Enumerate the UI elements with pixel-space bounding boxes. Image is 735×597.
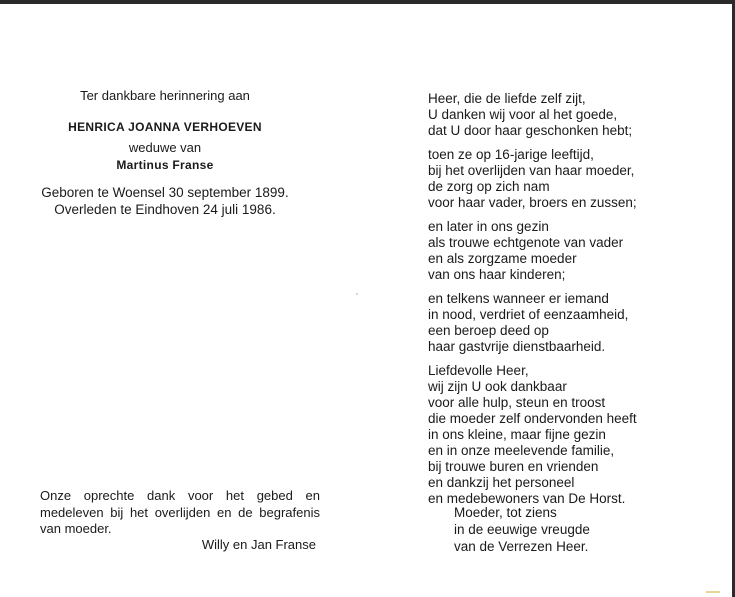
- poem-line: Liefdevolle Heer,: [428, 363, 529, 378]
- poem-line: van ons haar kinderen;: [428, 267, 566, 282]
- farewell: [454, 504, 654, 555]
- signature: Willy en Jan Franse: [201, 537, 316, 552]
- poem-stanza: [428, 363, 718, 507]
- poem-stanza: [428, 147, 718, 211]
- poem-line: wij zijn U ook dankbaar: [428, 379, 567, 394]
- poem-line: voor alle hulp, steun en troost: [428, 395, 606, 410]
- spouse-name: Martinus Franse: [116, 158, 214, 172]
- poem-line: en telkens wanneer er iemand: [428, 291, 609, 306]
- poem-stanza: [428, 219, 718, 283]
- died-line: Overleden te Eindhoven 24 juli 1986.: [54, 202, 276, 217]
- poem-line: Heer, die de liefde zelf zijt,: [428, 91, 586, 106]
- poem-line: een beroep deed op: [428, 323, 549, 338]
- farewell-line: van de Verrezen Heer.: [454, 539, 589, 554]
- scan-mark: [706, 591, 720, 593]
- poem-line: bij het overlijden van haar moeder,: [428, 163, 635, 178]
- intro-line: Ter dankbare herinnering aan: [80, 88, 250, 103]
- poem-stanza: [428, 291, 718, 355]
- poem: [428, 91, 718, 515]
- thanks-paragraph: Onze oprechte dank voor het gebed en medeleven bij het overlijden en de begrafenis van moeder.: [40, 488, 320, 536]
- poem-line: als trouwe echtgenote van vader: [428, 235, 624, 250]
- farewell-line: Moeder, tot ziens: [454, 505, 557, 520]
- deceased-name: HENRICA JOANNA VERHOEVEN: [68, 120, 262, 134]
- poem-line: en in onze meelevende familie,: [428, 443, 615, 458]
- widow-of-line: weduwe van: [128, 140, 202, 155]
- poem-line: en medebewoners van De Horst.: [428, 491, 626, 506]
- poem-line: toen ze op 16-jarige leeftijd,: [428, 147, 594, 162]
- poem-line: U danken wij voor al het goede,: [428, 107, 618, 122]
- scan-speck: [356, 293, 358, 295]
- poem-line: de zorg op zich nam: [428, 179, 550, 194]
- poem-line: haar gastvrije dienstbaarheid.: [428, 339, 606, 354]
- poem-line: in ons kleine, maar fijne gezin: [428, 427, 606, 442]
- memorial-card: [0, 4, 732, 597]
- life-dates: [0, 184, 330, 218]
- poem-line: en dankzij het personeel: [428, 475, 575, 490]
- poem-line: die moeder zelf ondervonden heeft: [428, 411, 637, 426]
- poem-line: en later in ons gezin: [428, 219, 549, 234]
- poem-line: in nood, verdriet of eenzaamheid,: [428, 307, 629, 322]
- poem-line: voor haar vader, broers en zussen;: [428, 195, 637, 210]
- born-line: Geboren te Woensel 30 september 1899.: [41, 185, 289, 200]
- poem-stanza: [428, 91, 718, 139]
- poem-line: en als zorgzame moeder: [428, 251, 577, 266]
- farewell-line: in de eeuwige vreugde: [454, 522, 590, 537]
- poem-line: dat U door haar geschonken hebt;: [428, 123, 633, 138]
- poem-line: bij trouwe buren en vrienden: [428, 459, 599, 474]
